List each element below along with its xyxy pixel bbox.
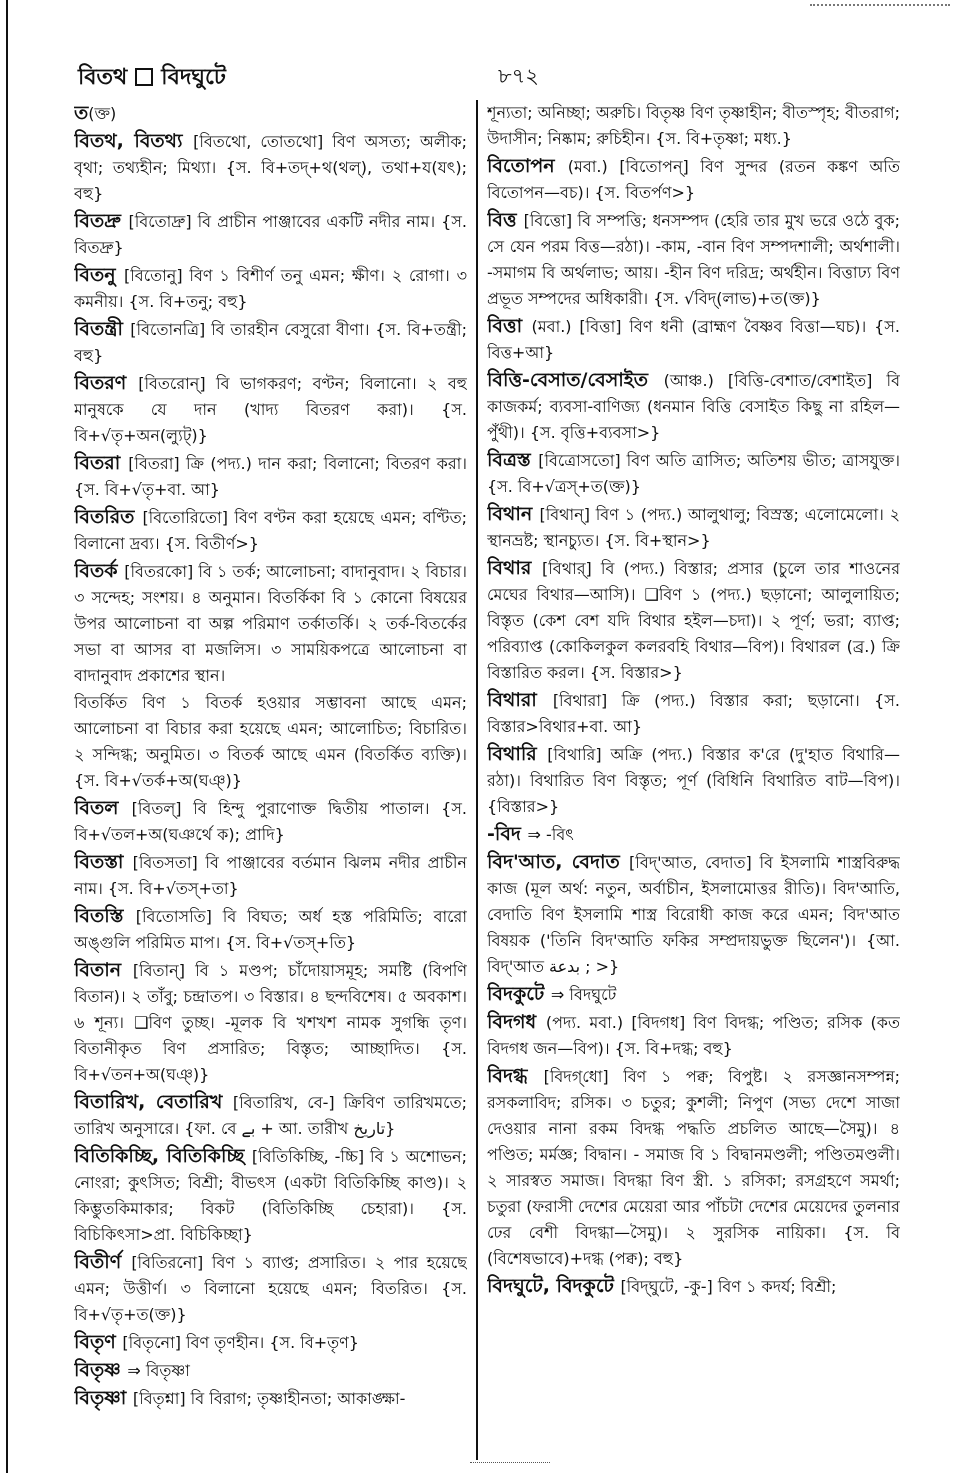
scan-corner-marks: [810, 4, 950, 12]
column-divider: [476, 100, 478, 1460]
dictionary-entry: বিতনু [বিতোনু] বিণ ১ বিশীর্ণ তনু এমন; ক্ষীণ। ২ রোগা। ৩ কমনীয়। {স. বি+তনু; বহু}: [74, 264, 467, 311]
entry-headword: বিতরা: [74, 452, 129, 474]
dictionary-entry: বিতস্তা [বিতসতা] বি পাঞ্জাবের বর্তমান ঝিলম নদীর প্রাচীন নাম। {স. বি+√তস্+তা}: [74, 851, 467, 898]
entry-headword: বিত্তা: [487, 315, 532, 337]
dictionary-entry: বিতান [বিতান্] বি ১ মণ্ডপ; চাঁদোয়াসমূহ; সমষ্টি (বিপণি বিতান)। ২ তাঁবু; চন্দ্রাতপ। ৩ বিস্তার। ৪ ছন্দবিশেষ। ৫ অবকাশ। ৬ শূন্য। ❑বিণ তুচ্ছ। -মূলক বি খশখশ নামক সুগন্ধি তৃণ। বিতানীকৃত বিণ প্রসারিত; বিস্তৃত; আচ্ছাদিত। {স. বি+√তন+অ(ঘঞ্)}: [74, 959, 467, 1084]
dictionary-entry: বিতীর্ণ [বিতিরনো] বিণ ১ ব্যাপ্ত; প্রসারিত। ২ পার হয়েছে এমন; উত্তীর্ণ। ৩ বিলানো হয়েছে এমন; বিতরিত। {স. বি+√তৃ+ত(ক্ত)}: [74, 1251, 467, 1324]
page-edge-line: [0, 0, 8, 1473]
dictionary-entry: বিদ'আত, বেদাত [বিদ্'আত, বেদাত] বি ইসলামি শাস্ত্রবিরুদ্ধ কাজ (মূল অর্থ: নতুন, অর্বাচীন, ইসলামোত্তর রীতি)। বিদ'আতি, বেদাতি বিণ ইসলামি শাস্ত্র বিরোধী কাজ করে এমন; বিদ'আত বিষয়ক ('তিনি বিদ'আতি ফকির সম্প্রদায়ভুক্ত ছিলেন')। {আ. বিদ্'আত بدعة ; >}: [487, 851, 900, 976]
entry-headword: বিথারি: [487, 743, 548, 765]
dictionary-entry: বিতিকিচ্ছি, বিতিকিচ্ছি [বিতিকিচ্ছি, -চ্চি] বি ১ অশোভন; নোংরা; কুৎসিত; বিশ্রী; বীভৎস (একটা বিতিকিচ্ছি কাণ্ড)। ২ কিম্ভুতকিমাকার; বিকট (বিতিকিচ্ছি চেহারা)। {স. বিচিকিৎসা>প্রা. বিচিকিচ্ছা}: [74, 1145, 467, 1244]
page-header: [78, 60, 898, 94]
entry-headword: বিদ'আত, বেদাত: [487, 851, 630, 873]
entry-headword: বিদকুটে: [487, 983, 551, 1005]
dictionary-entry: বিথান [বিথান্] বিণ ১ (পদ্য.) আলুথালু; বিস্রস্ত; এলোমেলো। ২ স্থানভ্রষ্ট; স্থানচ্যুত। {স. বি+স্থান>}: [487, 503, 900, 550]
entry-headword: বিতারিখ, বেতারিখ: [74, 1091, 233, 1113]
dictionary-entry: বিতারিখ, বেতারিখ [বিতারিখ, বে-] ক্রিবিণ তারিখমতে; তারিখ অনুসারে। {ফা. বে بے + আ. তারীখ تاریخ}: [74, 1091, 467, 1138]
entry-headword: বিতথ, বিতথ্য: [74, 130, 194, 152]
guide-word-first: বিতথ: [78, 65, 128, 90]
dictionary-entry: বিতথ, বিতথ্য [বিতথো, তোতথো] বিণ অসত্য; অলীক; বৃথা; তথ্যহীন; মিথ্যা। {স. বি+তদ্+থ(থল্), তথা+য(যৎ); বহু}: [74, 130, 467, 203]
dictionary-entry: বিতরিত [বিতোরিতো] বিণ বণ্টন করা হয়েছে এমন; বণ্টিত; বিলানো দ্রব্য। {স. বিতীর্ণ>}: [74, 506, 467, 553]
entry-headword: বিতীর্ণ: [74, 1251, 132, 1273]
entry-headword: বিতনু: [74, 264, 124, 286]
dictionary-entry: ত(ক্ত): [74, 102, 117, 124]
dictionary-entry: বিদঘুটে, বিদকুটে [বিদ্‌ঘুটে, -কু-] বিণ ১ কদর্য; বিশ্রী;: [487, 1275, 837, 1297]
dictionary-entry: বিতরণ [বিতরোন্] বি ভাগকরণ; বণ্টন; বিলানো। ২ বহু মানুষকে যে দান (খাদ্য বিতরণ করা)। {স. বি+√তৃ+অন(ল্যুট্)}: [74, 372, 467, 445]
entry-headword: বিতল: [74, 797, 132, 819]
dictionary-entry: বিতৃষ্ণা [বিতৃশ্না] বি বিরাগ; তৃষ্ণাহীনতা; আকাঙ্ক্ষা-: [74, 1387, 406, 1409]
dictionary-entry: বিথার [বিথার্] বি (পদ্য.) বিস্তার; প্রসার (চুলে তার শাওনের মেঘের বিথার—আসি)। ❑বিণ ১ (পদ্য.) ছড়ানো; আলুলায়িত; বিস্তৃত (কেশ বেশ যদি বিথার হইল—চদা)। ২ পূর্ণ; ভরা; ব্যাপ্ত; পরিব্যাপ্ত (কোকিলকুল কলরবহি বিথার—বিপ)। বিথারল (ব্র.) ক্রি বিস্তারিত করল। {স. বিস্তার>}: [487, 557, 900, 682]
dictionary-entry: বিতন্ত্রী [বিতোনত্রি] বি তারহীন বেসুরো বীণা। {স. বি+তন্ত্রী; বহু}: [74, 318, 467, 365]
entry-headword: বিদগধ: [487, 1011, 546, 1033]
dictionary-entry: -বিদ ⇒ -বিৎ: [487, 823, 574, 845]
entry-headword: বিথান: [487, 503, 540, 525]
dictionary-entry: বিতর্কিত বিণ ১ বিতর্ক হওয়ার সম্ভাবনা আছে এমন; আলোচনা বা বিচার করা হয়েছে এমন; আলোচিত; বিচারিত। ২ সন্দিগ্ধ; অনুমিত। ৩ বিতর্ক আছে এমন (বিতর্কিত ব্যক্তি)। {স. বি+√তর্ক+অ(ঘঞ্)}: [74, 693, 467, 790]
dictionary-entry: বিত্তি-বেসাত/বেসাইত (আঞ্চ.) [বিত্তি-বেশাত/বেশাইত] বি কাজকর্ম; ব্যবসা-বাণিজ্য (ধনমান বিত্তি বেসাইত কিছু না রহিল—পুঁথী)। {স. বৃত্তি+ব্যবসা>}: [487, 369, 900, 442]
dictionary-entry: বিতৃণ [বিতৃনো] বিণ তৃণহীন। {স. বি+তৃণ}: [74, 1331, 359, 1353]
entry-headword: বিতরণ: [74, 372, 139, 394]
entry-headword: বিত্তি-বেসাত/বেসাইত: [487, 369, 664, 391]
dictionary-entry: বিথারি [বিথারি] অক্রি (পদ্য.) বিস্তার ক'রে (দু'হাত বিথারি—রঠা)। বিথারিত বিণ বিস্তৃত; পূর্ণ (বিধিনি বিথারিত বাট—বিপ)। {বিস্তার>}: [487, 743, 900, 816]
guide-words: [78, 60, 226, 97]
entry-headword: বিথার: [487, 557, 542, 579]
entry-headword: বিতোপন: [487, 155, 568, 177]
dictionary-entry: বিত্রস্ত [বিত্রোসতো] বিণ অতি ত্রাসিত; অতিশয় ভীত; ত্রাসযুক্ত। {স. বি+√ত্রস্+ত(ক্ত)}: [487, 449, 900, 496]
entry-headword: বিতিকিচ্ছি, বিতিকিচ্ছি: [74, 1145, 252, 1167]
entry-headword: বিতৃণ: [74, 1331, 123, 1353]
page-number: ৮৭২: [498, 64, 539, 88]
entry-headword: বিতদ্রু: [74, 210, 129, 232]
dictionary-entry: বিতৃষ্ণ ⇒ বিতৃষ্ণা: [74, 1359, 190, 1381]
right-column: [487, 100, 900, 1460]
left-column: [74, 100, 467, 1460]
entry-headword: বিতস্তি: [74, 905, 136, 927]
entry-headword: বিদঘুটে, বিদকুটে: [487, 1275, 621, 1297]
dictionary-entry: বিতরা [বিতরা] ক্রি (পদ্য.) দান করা; বিলানো; বিতরণ করা। {স. বি+√তৃ+বা. আ}: [74, 452, 467, 499]
entry-headword: বিতরিত: [74, 506, 143, 528]
dictionary-entry: বিত্তা (মবা.) [বিত্তা] বিণ ধনী (ব্রাহ্মণ বৈষ্ণব বিত্তা—ঘচ)। {স. বিত্ত+আ}: [487, 315, 900, 362]
dictionary-entry: বিতদ্রু [বিতোদ্রু] বি প্রাচীন পাঞ্জাবের একটি নদীর নাম। {স. বিতদ্রু}: [74, 210, 467, 257]
entry-headword: বিতস্তা: [74, 851, 133, 873]
dictionary-entry: বিত্ত [বিত্তো] বি সম্পত্তি; ধনসম্পদ (হেরি তার মুখ ভরে ওঠে বুক; সে যেন পরম বিত্ত—রঠা)। -কাম, -বান বিণ সম্পদশালী; অর্থশালী। -সমাগম বি অর্থলাভ; আয়। -হীন বিণ দরিদ্র; অর্থহীন। বিত্তাঢ্য বিণ প্রভূত সম্পদের অধিকারী। {স. √বিদ্(লাভ)+ত(ক্ত)}: [487, 209, 900, 308]
entry-headword: বিতর্ক: [74, 560, 125, 582]
dictionary-entry: বিদগ্ধ [বিদগ্‌ধো] বিণ ১ পক্ব; বিপুষ্ট। ২ রসজ্ঞানসম্পন্ন; রসকলাবিদ; রসিক। ৩ চতুর; কুশলী; নিপুণ (সভ্য দেশে সাজা দেওয়ার নানা রকম বিদগ্ধ পদ্ধতি প্রচলিত আছে—সৈমু)। ৪ পণ্ডিত; মর্মজ্ঞ; বিদ্বান। - সমাজ বি ১ বিদ্বানমণ্ডলী; পণ্ডিতমণ্ডলী। ২ সারস্বত সমাজ। বিদগ্ধা বিণ স্ত্রী. ১ রসিকা; রসগ্রহণে সমর্থা; চতুরা (ফরাসী দেশের মেয়েরা আর পাঁচটা দেশের মেয়েদের তুলনার ঢের বেশী বিদগ্ধা—সৈমু)। ২ সুরসিক নায়িকা। {স. বি (বিশেষভাবে)+দগ্ধ (পক্ব); বহু}: [487, 1065, 900, 1268]
dictionary-entry: বিদকুটে ⇒ বিদঘুটে: [487, 983, 617, 1005]
entry-headword: বিতৃষ্ণ: [74, 1359, 128, 1381]
entry-headword: বিত্রস্ত: [487, 449, 539, 471]
entry-headword: -বিদ: [487, 823, 528, 845]
scan-footer-marks: [470, 1462, 550, 1465]
entry-headword: ত: [74, 102, 89, 124]
dictionary-entry: বিথারা [বিথারা] ক্রি (পদ্য.) বিস্তার করা; ছড়ানো। {স. বিস্তার>বিথার+বা. আ}: [487, 689, 900, 736]
dictionary-entry: বিতোপন (মবা.) [বিতোপন্] বিণ সুন্দর (রতন কঙ্কণ অতি বিতোপন—বচ)। {স. বিতর্পণ>}: [487, 155, 900, 202]
dictionary-entry: বিতল [বিতল্] বি হিন্দু পুরাণোক্ত দ্বিতীয় পাতাল। {স. বি+√তল+অ(ঘঞর্থে ক); প্রাদি}: [74, 797, 467, 844]
guide-word-last: বিদঘুটে: [161, 65, 226, 90]
dictionary-entry: বিতস্তি [বিতোসতি] বি বিঘত; অর্ধ হস্ত পরিমিতি; বারো অঙ্গুলি পরিমিত মাপ। {স. বি+√তস্+তি}: [74, 905, 467, 952]
entry-headword: বিত্ত: [487, 209, 524, 231]
entry-headword: বিতান: [74, 959, 133, 981]
entry-headword: বিথারা: [487, 689, 553, 711]
dictionary-entry: শূন্যতা; অনিচ্ছা; অরুচি। বিতৃষ্ণ বিণ তৃষ্ণাহীন; বীতস্পৃহ; বীতরাগ; উদাসীন; নিষ্কাম; রুচিহীন। {স. বি+তৃষ্ণা; মধ্য.}: [487, 103, 900, 148]
entry-headword: বিদগ্ধ: [487, 1065, 544, 1087]
dictionary-entry: বিদগধ (পদ্য. মবা.) [বিদগধ] বিণ বিদগ্ধ; পণ্ডিত; রসিক (কত বিদগধ জন—বিপ)। {স. বি+দগ্ধ; বহু}: [487, 1011, 900, 1058]
guide-separator-box: [135, 68, 153, 86]
dictionary-entry: বিতর্ক [বিতরকো] বি ১ তর্ক; আলোচনা; বাদানুবাদ। ২ বিচার। ৩ সন্দেহ; সংশয়। ৪ অনুমান। বিতর্কিকা বি ১ কোনো বিষয়ের উপর আলোচনা বা অল্প পরিমাণ তর্কাতর্কি। ২ তর্ক-বিতর্কের সভা বা আসর বা মজলিস। ৩ সাময়িকপত্রে আলোচনা বা বাদানুবাদ প্রকাশের স্থান।: [74, 560, 467, 685]
entry-headword: বিতন্ত্রী: [74, 318, 131, 340]
entry-headword: বিতৃষ্ণা: [74, 1387, 133, 1409]
